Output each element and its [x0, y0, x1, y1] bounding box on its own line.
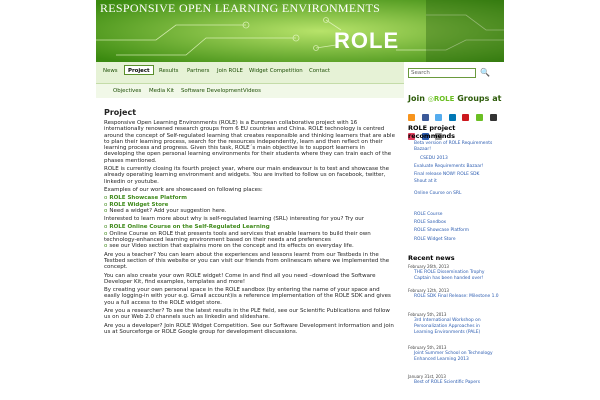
list-item[interactable]: o ROLE Widget Store — [104, 201, 169, 208]
developer-paragraph: Are you a developer? Join ROLE Widget Competition. See our Software Development information and join us at Sourceforge or ROLE Google group for development discussions. — [104, 322, 394, 335]
recommend-link-8[interactable]: ROLE Sandbox — [414, 220, 447, 225]
recent-news-heading: Recent news — [408, 254, 455, 262]
news-link-5[interactable]: Best of ROLE Scientific Papers — [414, 380, 481, 385]
news-date-1: February 26th, 2013 — [408, 264, 449, 269]
youtube-icon[interactable] — [462, 114, 469, 121]
role-logo[interactable]: ROLE — [334, 28, 400, 53]
list-item[interactable]: o ROLE Online Course on the Self-Regulated Learning — [104, 224, 270, 231]
nav-project[interactable]: Project — [124, 65, 154, 75]
facebook-icon[interactable] — [422, 114, 429, 121]
sandbox-paragraph: By creating your own personal space in the ROLE sandbox (by entering the name of your space and easily logging-in with your e.g. Gmail account)is a reference implementation of the ROLE SDK and gives you a full access to the ROLE widget store. — [104, 287, 391, 306]
role-mini-logo: ◎ROLE — [427, 95, 455, 103]
list-item[interactable]: o Need a widget? Add your suggestion here. — [104, 207, 227, 214]
page-title: Project — [104, 108, 137, 117]
news-link-2[interactable]: ROLE SDK Final Release: Milestone 1.0 — [414, 294, 499, 299]
list-item[interactable]: o Online Course on ROLE that presents tools and services that enable learners to build their own technology-enhanced learning environment based on their needs and preferences — [104, 230, 371, 244]
news-date-4: February 5th, 2013 — [408, 345, 447, 350]
search-input[interactable]: Search — [408, 68, 476, 78]
recommend-link-4[interactable]: Final release NOW! ROLE SDK — [414, 172, 480, 177]
rss-icon[interactable] — [408, 114, 415, 121]
teacher-paragraph: Are you a teacher? You can learn about the experiences and lessons learnt from our Testbeds in the Testbed section of this website or you can visit our friends from onlinescam where we implemented the concept. — [104, 251, 390, 271]
join-suffix: Groups at — [457, 94, 502, 103]
recommend-link-9[interactable]: ROLE Showcase Platform — [414, 228, 469, 233]
subnav-media-kit[interactable]: Media Kit — [149, 88, 175, 94]
nav-join-role[interactable]: Join ROLE — [217, 68, 243, 74]
nav-contact[interactable]: Contact — [309, 68, 330, 74]
widget-paragraph: You can also create your own ROLE widget! Come in and find all you need –download the Software Developer Kit, find examples, templates and more! — [104, 272, 376, 285]
examples-paragraph: Examples of our work are showcased on following places: — [104, 186, 263, 193]
twitter-icon[interactable] — [435, 114, 442, 121]
banner-title: RESPONSIVE OPEN LEARNING ENVIRONMENTS — [100, 1, 381, 15]
slideshare-icon[interactable] — [490, 114, 497, 121]
news-link-3[interactable]: 3rd International Workshop on Personalization Approaches in Learning Environments (PALE) — [414, 318, 481, 335]
recommend-link-7[interactable]: ROLE Course — [414, 212, 443, 217]
join-label: Join — [408, 94, 425, 103]
nav-news[interactable]: News — [103, 68, 118, 74]
course-list — [104, 224, 396, 249]
recommend-link-6[interactable]: Online Course on SRL — [414, 191, 462, 196]
recommend-link-5[interactable]: Shout at it — [414, 179, 437, 184]
ning-icon[interactable] — [476, 114, 483, 121]
intro-paragraph: Responsive Open Learning Environments (ROLE) is a European collaborative project with 16 internationally renowned research groups from 6 EU countries and China. ROLE technology is centred around the concept of Self-regulated learning that creates responsible and thinking learners that are able to plan their learning process, search for the resources independently, learn and then reflect on their learning process and progress. Given this task, ROLE´s main objective is to support learners in developing the open personal learning environments for their students where they can train each of the phases mentioned. — [104, 120, 395, 164]
showcase-list — [104, 195, 396, 214]
subnav-videos[interactable]: Videos — [243, 88, 261, 94]
recommend-link-2[interactable]: CSEDU 2013 — [420, 156, 448, 161]
nav-partners[interactable]: Partners — [187, 68, 210, 74]
nav-widget-competition[interactable]: Widget Competition — [249, 68, 303, 74]
news-date-3: February 5th, 2013 — [408, 312, 447, 317]
linkedin-icon[interactable] — [449, 114, 456, 121]
recommend-link-10[interactable]: ROLE Widget Store — [414, 237, 456, 242]
recommend-link-1[interactable]: Beta version of ROLE Requirements Bazaar! — [414, 141, 493, 152]
recommends-heading: ROLE project recommends — [408, 124, 456, 140]
subnav-software-development[interactable]: Software Development — [181, 88, 243, 94]
list-item[interactable]: o ROLE Showcase Platform — [104, 195, 187, 202]
subnav-objectives[interactable]: Objectives — [113, 88, 142, 94]
news-date-5: January 31st, 2013 — [408, 374, 446, 379]
list-item[interactable]: o see our Video section that explains more on the concept and its effects on everyday life. — [104, 243, 354, 250]
recommend-link-3[interactable]: Evaluate Requirements Bazaar! — [414, 164, 484, 169]
follow-paragraph: ROLE is currently closing its fourth project year, where our main endeavour is to test and showcase the already operating learning environment and widgets. You are invited to follow us on facebook, twitter, linkedin or youtube. — [104, 166, 390, 185]
researcher-paragraph: Are you a researcher? To see the latest results in the PLE field, see our Scientific Publications and follow us on our Web 2.0 channels such as linkedin and slideshare. — [104, 308, 390, 321]
news-date-2: February 12th, 2013 — [408, 288, 449, 293]
social-icons — [408, 106, 504, 114]
news-link-1[interactable]: THE ROLE Dissemination Trophy Captain has been handed over! — [414, 270, 485, 281]
main-content — [104, 108, 396, 400]
join-groups — [408, 94, 501, 103]
nav-results[interactable]: Results — [159, 68, 179, 74]
search-icon[interactable]: 🔍 — [480, 68, 490, 77]
header-banner — [96, 0, 504, 62]
news-link-4[interactable]: Joint Summer School on Technology Enhanced Learning 2013 — [414, 351, 493, 362]
srl-paragraph: Interested to learn more about why is self-regulated learning (SRL) interesting for you? Try our — [104, 216, 365, 223]
